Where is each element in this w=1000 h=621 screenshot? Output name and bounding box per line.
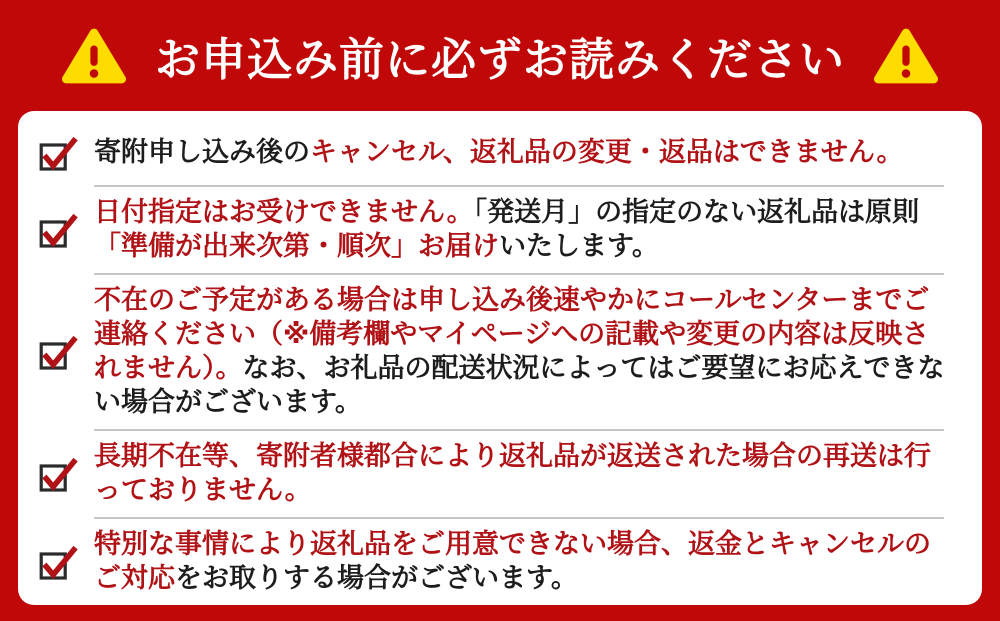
notice-text-segment: 「発送月」の指定のない返礼品は原則	[473, 197, 920, 228]
notice-item-text	[94, 528, 949, 596]
banner-title: お申込み前に必ずお読みください	[154, 33, 845, 86]
notice-item	[38, 187, 960, 273]
notice-text-segment: をお取りする場合がございます。	[175, 563, 578, 594]
notice-item-text	[94, 440, 949, 508]
notice-text-segment: 日付指定はお受けできません。	[94, 197, 474, 228]
notice-text-segment: キャンセル、返礼品の変更・返品はできません。	[310, 137, 904, 168]
warning-triangle-icon	[61, 21, 127, 91]
notice-list	[38, 121, 960, 605]
notice-item	[38, 275, 960, 429]
checkbox-checked-icon	[38, 329, 78, 375]
notice-text-segment: いたします。	[499, 231, 659, 262]
notice-text-segment: 「準備が出来次第・順次」お届け	[94, 231, 499, 262]
notice-text-segment: 寄附申し込み後の	[94, 137, 310, 168]
checkbox-checked-icon	[38, 207, 78, 253]
notice-panel	[18, 111, 982, 605]
checkbox-checked-icon	[38, 539, 78, 585]
checkbox-checked-icon	[38, 451, 78, 497]
notice-text-segment: 長期不在等、寄附者様都合により返礼品が返送された場合の再送は行っておりません。	[94, 441, 931, 506]
notice-item	[38, 431, 960, 517]
notice-item-text	[94, 284, 949, 420]
notice-text-segment: 特別な事情により返礼品をご用意できない場合、返金とキャンセルのご対応	[94, 529, 931, 594]
banner-header	[0, 0, 1000, 111]
warning-triangle-icon	[873, 21, 939, 91]
notice-text-segment: 不在のご予定がある場合は申し込み後速やかにコールセンターまでご連絡ください（※備考欄やマイページへの記載や変更の内容は反映されません）。	[94, 285, 930, 384]
notice-item-text	[94, 196, 949, 264]
checkbox-checked-icon	[38, 130, 78, 176]
notice-item	[38, 519, 960, 605]
notice-item-text	[94, 136, 949, 170]
notice-item	[38, 121, 960, 185]
notice-text-segment: なお、お礼品の配送状況によってはご要望にお応えできない場合がございます。	[94, 353, 945, 418]
